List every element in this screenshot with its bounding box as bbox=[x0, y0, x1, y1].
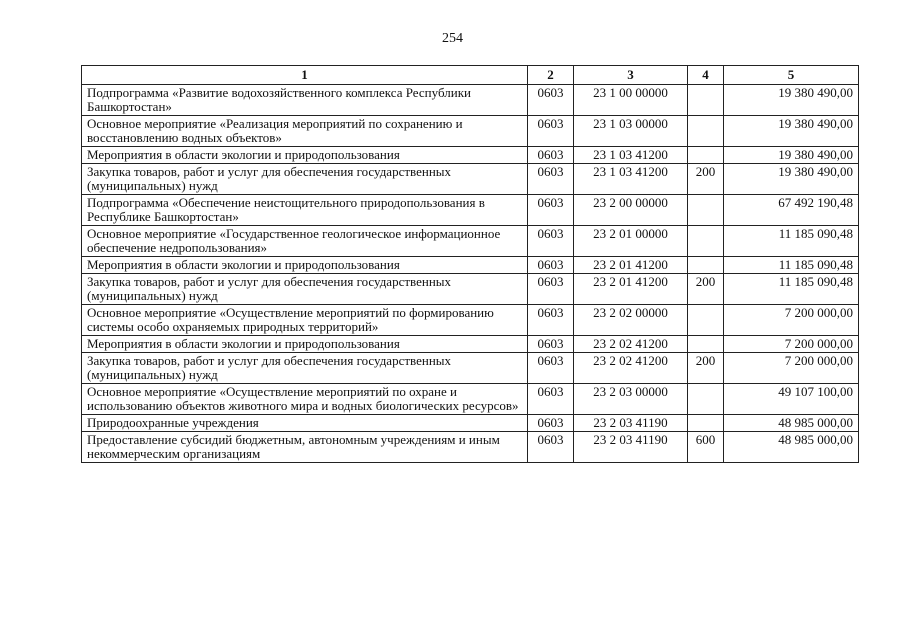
column-header-vr: 4 bbox=[688, 66, 724, 85]
table-row bbox=[82, 305, 859, 336]
table-row bbox=[82, 85, 859, 116]
cell-section-code: 0603 bbox=[528, 85, 574, 116]
cell-target-article: 23 2 03 41190 bbox=[574, 432, 688, 463]
cell-amount: 11 185 090,48 bbox=[724, 257, 859, 274]
cell-amount: 19 380 490,00 bbox=[724, 147, 859, 164]
page-number: 254 bbox=[442, 31, 463, 46]
cell-amount: 19 380 490,00 bbox=[724, 116, 859, 147]
cell-name: Основное мероприятие «Государственное геологическое информационное обеспечение недропользования» bbox=[82, 226, 528, 257]
table-body bbox=[82, 85, 859, 463]
cell-section-code: 0603 bbox=[528, 384, 574, 415]
cell-name: Основное мероприятие «Осуществление мероприятий по формированию системы особо охраняемых природных территорий» bbox=[82, 305, 528, 336]
table-row bbox=[82, 274, 859, 305]
cell-name: Мероприятия в области экологии и природопользования bbox=[82, 336, 528, 353]
cell-section-code: 0603 bbox=[528, 353, 574, 384]
cell-section-code: 0603 bbox=[528, 147, 574, 164]
cell-name: Закупка товаров, работ и услуг для обеспечения государственных (муниципальных) нужд bbox=[82, 353, 528, 384]
cell-amount: 48 985 000,00 bbox=[724, 415, 859, 432]
cell-section-code: 0603 bbox=[528, 116, 574, 147]
cell-target-article: 23 2 01 00000 bbox=[574, 226, 688, 257]
cell-section-code: 0603 bbox=[528, 336, 574, 353]
table-row bbox=[82, 336, 859, 353]
cell-section-code: 0603 bbox=[528, 274, 574, 305]
cell-name: Закупка товаров, работ и услуг для обеспечения государственных (муниципальных) нужд bbox=[82, 274, 528, 305]
column-header-name: 1 bbox=[82, 66, 528, 85]
cell-amount: 49 107 100,00 bbox=[724, 384, 859, 415]
cell-name: Мероприятия в области экологии и природопользования bbox=[82, 257, 528, 274]
cell-name: Мероприятия в области экологии и природопользования bbox=[82, 147, 528, 164]
cell-target-article: 23 1 00 00000 bbox=[574, 85, 688, 116]
cell-name: Основное мероприятие «Реализация мероприятий по сохранению и восстановлению водных объектов» bbox=[82, 116, 528, 147]
cell-section-code: 0603 bbox=[528, 164, 574, 195]
cell-amount: 19 380 490,00 bbox=[724, 164, 859, 195]
cell-section-code: 0603 bbox=[528, 305, 574, 336]
cell-name: Подпрограмма «Развитие водохозяйственного комплекса Республики Башкортостан» bbox=[82, 85, 528, 116]
table-row bbox=[82, 164, 859, 195]
cell-target-article: 23 2 03 41190 bbox=[574, 415, 688, 432]
cell-expense-type bbox=[688, 257, 724, 274]
cell-amount: 19 380 490,00 bbox=[724, 85, 859, 116]
column-header-sum: 5 bbox=[724, 66, 859, 85]
cell-expense-type bbox=[688, 305, 724, 336]
cell-amount: 67 492 190,48 bbox=[724, 195, 859, 226]
cell-expense-type bbox=[688, 147, 724, 164]
table-row bbox=[82, 353, 859, 384]
budget-table bbox=[81, 65, 859, 463]
cell-name: Подпрограмма «Обеспечение неистощительного природопользования в Республике Башкортостан» bbox=[82, 195, 528, 226]
cell-expense-type: 600 bbox=[688, 432, 724, 463]
cell-name: Основное мероприятие «Осуществление мероприятий по охране и использованию объектов животного мира и водных биологических ресурсов» bbox=[82, 384, 528, 415]
cell-name: Природоохранные учреждения bbox=[82, 415, 528, 432]
cell-amount: 48 985 000,00 bbox=[724, 432, 859, 463]
cell-target-article: 23 2 01 41200 bbox=[574, 257, 688, 274]
cell-expense-type bbox=[688, 195, 724, 226]
table-row bbox=[82, 147, 859, 164]
cell-name: Предоставление субсидий бюджетным, автономным учреждениям и иным некоммерческим организациям bbox=[82, 432, 528, 463]
cell-target-article: 23 1 03 41200 bbox=[574, 164, 688, 195]
table-row bbox=[82, 257, 859, 274]
table-row bbox=[82, 432, 859, 463]
cell-amount: 11 185 090,48 bbox=[724, 226, 859, 257]
table-row bbox=[82, 415, 859, 432]
cell-expense-type bbox=[688, 226, 724, 257]
cell-section-code: 0603 bbox=[528, 432, 574, 463]
cell-section-code: 0603 bbox=[528, 226, 574, 257]
cell-section-code: 0603 bbox=[528, 195, 574, 226]
table-row bbox=[82, 195, 859, 226]
cell-expense-type bbox=[688, 85, 724, 116]
column-header-csr: 3 bbox=[574, 66, 688, 85]
cell-amount: 7 200 000,00 bbox=[724, 305, 859, 336]
cell-target-article: 23 2 03 00000 bbox=[574, 384, 688, 415]
column-header-rz: 2 bbox=[528, 66, 574, 85]
cell-expense-type bbox=[688, 116, 724, 147]
cell-name: Закупка товаров, работ и услуг для обеспечения государственных (муниципальных) нужд bbox=[82, 164, 528, 195]
cell-target-article: 23 2 02 41200 bbox=[574, 336, 688, 353]
cell-expense-type: 200 bbox=[688, 353, 724, 384]
cell-expense-type bbox=[688, 336, 724, 353]
cell-target-article: 23 2 02 00000 bbox=[574, 305, 688, 336]
cell-expense-type bbox=[688, 384, 724, 415]
cell-amount: 7 200 000,00 bbox=[724, 353, 859, 384]
cell-section-code: 0603 bbox=[528, 415, 574, 432]
cell-expense-type: 200 bbox=[688, 274, 724, 305]
cell-expense-type bbox=[688, 415, 724, 432]
cell-section-code: 0603 bbox=[528, 257, 574, 274]
table-header-row bbox=[82, 66, 859, 85]
cell-target-article: 23 1 03 41200 bbox=[574, 147, 688, 164]
cell-target-article: 23 2 01 41200 bbox=[574, 274, 688, 305]
table-row bbox=[82, 116, 859, 147]
cell-target-article: 23 2 02 41200 bbox=[574, 353, 688, 384]
table-row bbox=[82, 226, 859, 257]
cell-target-article: 23 1 03 00000 bbox=[574, 116, 688, 147]
cell-expense-type: 200 bbox=[688, 164, 724, 195]
cell-amount: 11 185 090,48 bbox=[724, 274, 859, 305]
table-row bbox=[82, 384, 859, 415]
cell-target-article: 23 2 00 00000 bbox=[574, 195, 688, 226]
cell-amount: 7 200 000,00 bbox=[724, 336, 859, 353]
